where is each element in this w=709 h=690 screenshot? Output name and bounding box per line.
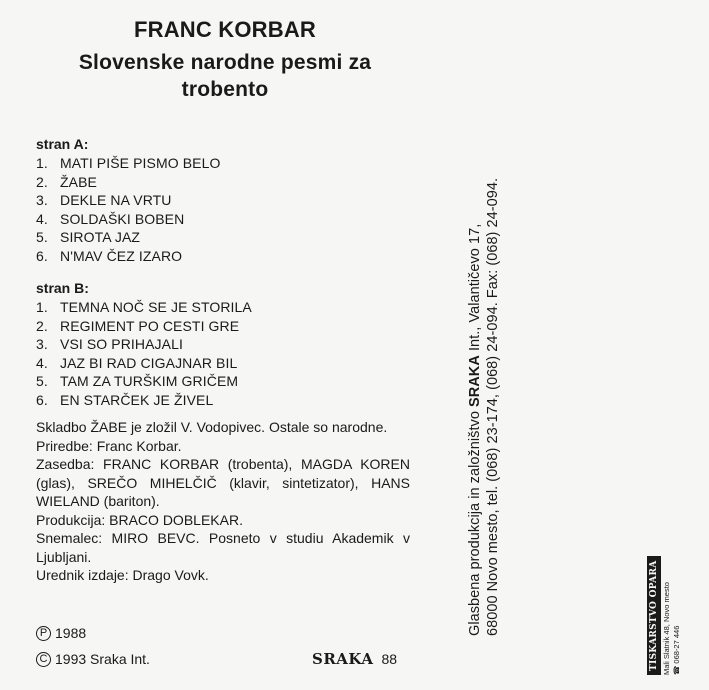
publisher-info-spine [466, 96, 518, 636]
track-item: 4. SOLDAŠKI BOBEN [36, 210, 185, 227]
track-item: 2. ŽABE [36, 173, 97, 190]
recording-credit: Snemalec: MIRO BEVC. Posneto v studiu Akademik v Ljubljani. [36, 530, 410, 565]
publisher-line-1: Glasbena produkcija in založništvo SRAKA Int., Valantičevo 17, [467, 223, 483, 636]
album-title [0, 49, 450, 103]
album-title-line-2: trobento [181, 78, 269, 101]
printer-address-line-2: ☎ 068-27 446 [672, 625, 681, 675]
copyright-line [36, 651, 150, 667]
track-item: 1. TEMNA NOČ SE JE STORILA [36, 299, 252, 315]
track-item: 6. N'MAV ČEZ IZARO [36, 247, 183, 264]
printer-address-line-1: Mali Slatnik 48, Novo mesto [662, 582, 671, 675]
catalog-number-value: 88 [381, 651, 398, 667]
phonographic-copyright [36, 625, 86, 641]
track-item: 1. MATI PIŠE PISMO BELO [36, 155, 221, 171]
phono-year: 1988 [55, 625, 87, 641]
side-a-tracklist [36, 154, 220, 265]
printer-imprint [643, 545, 703, 675]
side-a-heading: stran A: [36, 136, 89, 152]
arrangement-credit: Priredbe: Franc Korbar. [36, 437, 182, 454]
artist-name: FRANC KORBAR [133, 17, 317, 42]
copyright-text: 1993 Sraka Int. [55, 651, 150, 667]
track-item: 2. REGIMENT PO CESTI GRE [36, 317, 240, 334]
production-credit: Produkcija: BRACO DOBLEKAR. [36, 511, 243, 528]
label-logo: SRAKA [312, 650, 374, 668]
publisher-line-2: 68000 Novo mesto, tel. (068) 23-174, (068) 24-094. Fax: (068) 24-094. [485, 177, 501, 636]
track-item: 3. DEKLE NA VRTU [36, 192, 172, 208]
printer-logo: TISKARSTVO OPARA [647, 556, 661, 675]
track-item: 3. VSI SO PRIHAJALI [36, 336, 183, 352]
album-title-line-1: Slovenske narodne pesmi za [78, 51, 372, 74]
track-item: 6. EN STARČEK JE ŽIVEL [36, 391, 214, 408]
composer-credit: Skladbo ŽABE je zložil V. Vodopivec. Ostale so narodne. [36, 419, 388, 435]
catalog-number [312, 650, 397, 668]
track-item: 5. TAM ZA TURŠKIM GRIČEM [36, 373, 239, 389]
credits-block [36, 418, 410, 585]
copyright-c-icon: C [36, 652, 51, 667]
side-b-heading: stran B: [36, 280, 89, 296]
editor-credit: Urednik izdaje: Drago Vovk. [36, 567, 209, 583]
side-b-tracklist [36, 298, 252, 409]
track-item: 5. SIROTA JAZ [36, 229, 141, 245]
phonogram-p-icon: P [36, 626, 51, 641]
ensemble-credit: Zasedba: FRANC KORBAR (trobenta), MAGDA KOREN (glas), SREČO MIHELČIČ (klavir, sintetizator), HANS WIELAND (bariton). [36, 456, 410, 509]
track-item: 4. JAZ BI RAD CIGAJNAR BIL [36, 354, 238, 371]
